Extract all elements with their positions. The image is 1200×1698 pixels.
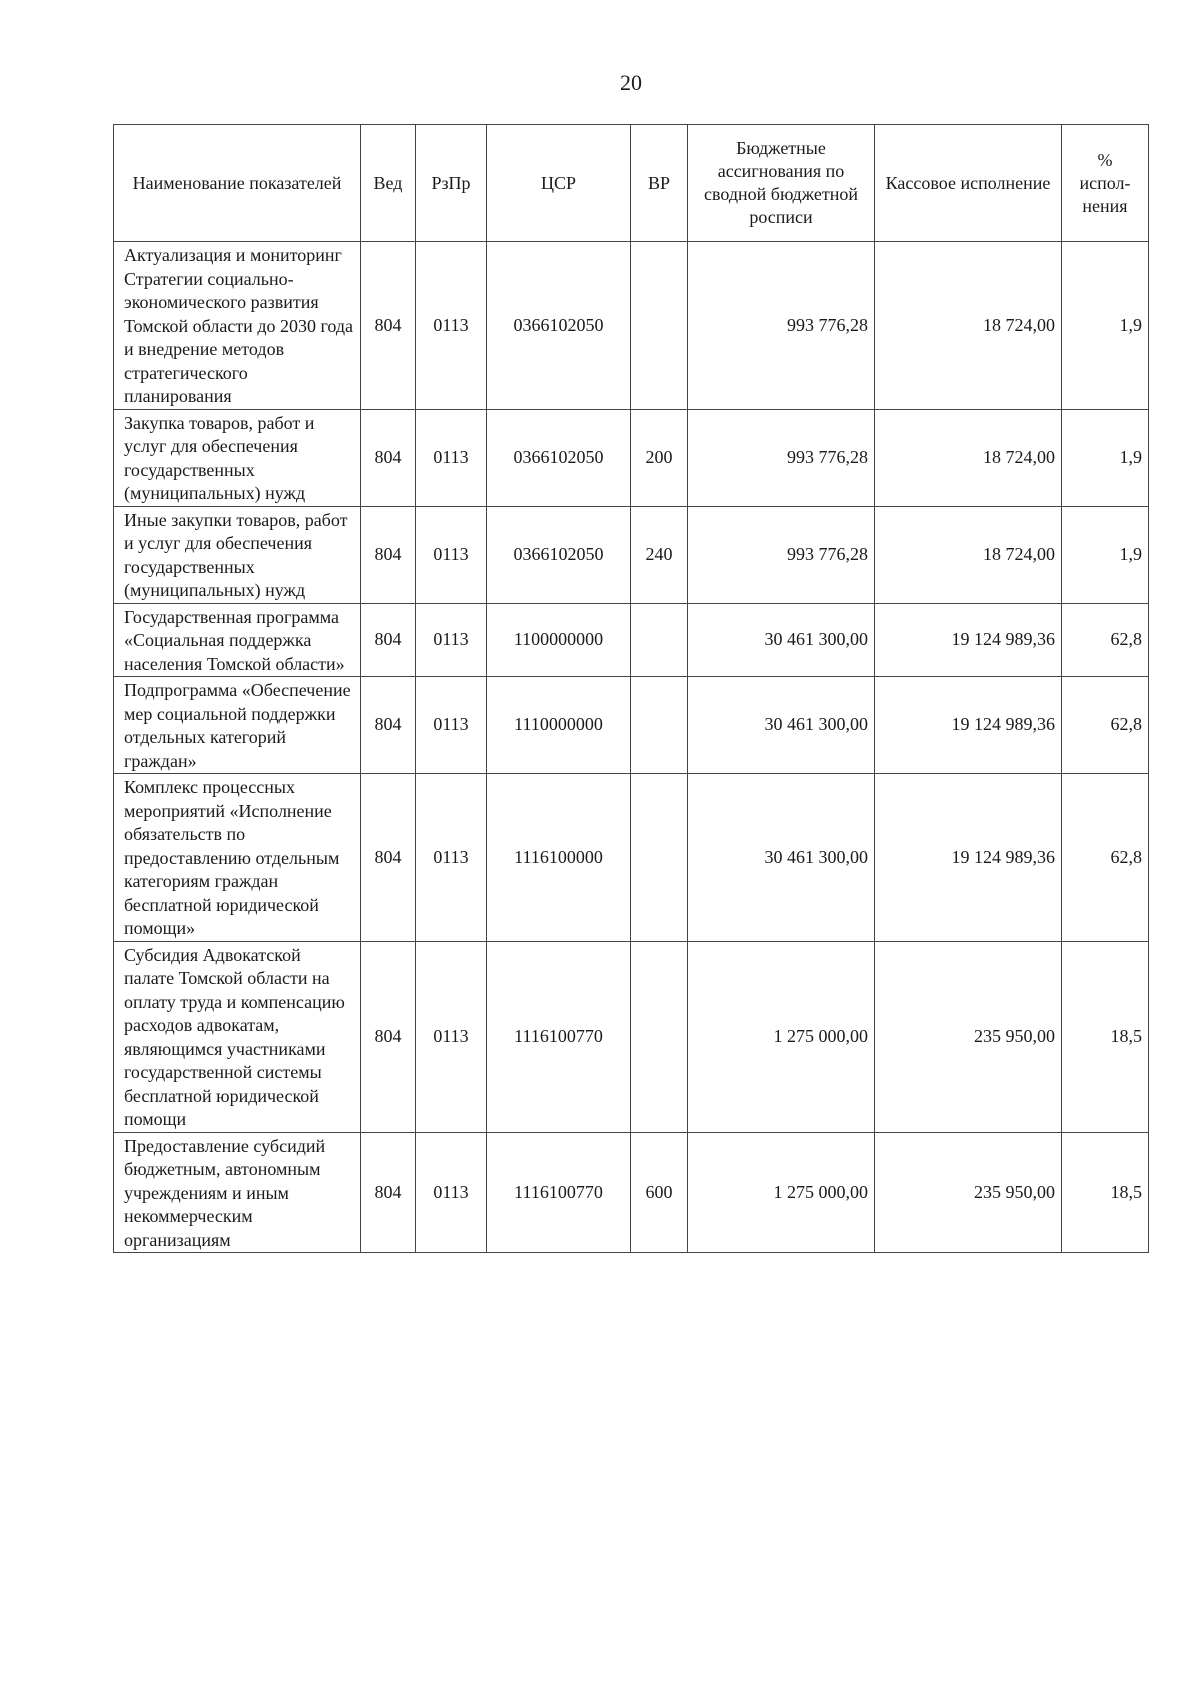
cell-vr (631, 603, 688, 677)
cell-name: Закупка товаров, работ и услуг для обеспечения государственных (муниципальных) нужд (114, 409, 361, 506)
table-row (114, 677, 1149, 774)
cell-csr: 1110000000 (487, 677, 631, 774)
cell-csr: 1100000000 (487, 603, 631, 677)
cell-percent: 1,9 (1062, 506, 1149, 603)
cell-rzpr: 0113 (416, 941, 487, 1132)
cell-cash-execution: 19 124 989,36 (875, 774, 1062, 942)
cell-vr (631, 677, 688, 774)
header-ved: Вед (361, 125, 416, 242)
header-percent-execution (1062, 125, 1149, 242)
table-row (114, 506, 1149, 603)
header-rzpr: РзПр (416, 125, 487, 242)
header-name: Наименование показателей (114, 125, 361, 242)
header-assignments: Бюджетные ассигнования по сводной бюджетной росписи (688, 125, 875, 242)
cell-percent: 62,8 (1062, 677, 1149, 774)
table-body (114, 242, 1149, 1253)
cell-vr: 240 (631, 506, 688, 603)
cell-rzpr: 0113 (416, 603, 487, 677)
cell-name: Подпрограмма «Обеспечение мер социальной поддержки отдельных категорий граждан» (114, 677, 361, 774)
cell-percent: 62,8 (1062, 603, 1149, 677)
cell-cash-execution: 235 950,00 (875, 1132, 1062, 1253)
cell-name: Актуализация и мониторинг Стратегии социально-экономического развития Томской области до 2030 года и внедрение методов стратегического планирования (114, 242, 361, 410)
cell-cash-execution: 18 724,00 (875, 242, 1062, 410)
table-row (114, 409, 1149, 506)
cell-rzpr: 0113 (416, 774, 487, 942)
cell-ved: 804 (361, 242, 416, 410)
cell-cash-execution: 19 124 989,36 (875, 677, 1062, 774)
cell-ved: 804 (361, 409, 416, 506)
cell-vr (631, 242, 688, 410)
cell-vr: 200 (631, 409, 688, 506)
cell-ved: 804 (361, 603, 416, 677)
header-percent-line2: нения (1082, 195, 1128, 216)
cell-assignments: 993 776,28 (688, 506, 875, 603)
cell-percent: 18,5 (1062, 1132, 1149, 1253)
cell-csr: 1116100770 (487, 941, 631, 1132)
cell-ved: 804 (361, 774, 416, 942)
cell-rzpr: 0113 (416, 506, 487, 603)
header-percent-line1: испол- (1079, 172, 1131, 193)
cell-ved: 804 (361, 1132, 416, 1253)
header-csr: ЦСР (487, 125, 631, 242)
cell-csr: 0366102050 (487, 506, 631, 603)
cell-assignments: 30 461 300,00 (688, 774, 875, 942)
cell-ved: 804 (361, 677, 416, 774)
cell-assignments: 993 776,28 (688, 409, 875, 506)
cell-name: Предоставление субсидий бюджетным, автономным учреждениям и иным некоммерческим организациям (114, 1132, 361, 1253)
cell-vr (631, 941, 688, 1132)
cell-name: Субсидия Адвокатской палате Томской области на оплату труда и компенсацию расходов адвокатам, являющимся участниками государственной системы бесплатной юридической помощи (114, 941, 361, 1132)
cell-rzpr: 0113 (416, 409, 487, 506)
cell-assignments: 30 461 300,00 (688, 603, 875, 677)
cell-csr: 0366102050 (487, 409, 631, 506)
table-row (114, 242, 1149, 410)
cell-name: Комплекс процессных мероприятий «Исполнение обязательств по предоставлению отдельным категориям граждан бесплатной юридической помощи» (114, 774, 361, 942)
cell-vr: 600 (631, 1132, 688, 1253)
cell-percent: 62,8 (1062, 774, 1149, 942)
header-vr: ВР (631, 125, 688, 242)
header-percent-sign: % (1097, 149, 1113, 170)
page-number: 20 (620, 70, 642, 95)
cell-cash-execution: 235 950,00 (875, 941, 1062, 1132)
cell-assignments: 993 776,28 (688, 242, 875, 410)
cell-percent: 1,9 (1062, 242, 1149, 410)
budget-execution-table (113, 124, 1149, 1253)
table-row (114, 1132, 1149, 1253)
cell-cash-execution: 19 124 989,36 (875, 603, 1062, 677)
cell-rzpr: 0113 (416, 1132, 487, 1253)
cell-ved: 804 (361, 506, 416, 603)
cell-name: Иные закупки товаров, работ и услуг для обеспечения государственных (муниципальных) нужд (114, 506, 361, 603)
cell-percent: 1,9 (1062, 409, 1149, 506)
cell-cash-execution: 18 724,00 (875, 506, 1062, 603)
cell-assignments: 1 275 000,00 (688, 941, 875, 1132)
header-cash-execution: Кассовое исполнение (875, 125, 1062, 242)
cell-ved: 804 (361, 941, 416, 1132)
cell-assignments: 1 275 000,00 (688, 1132, 875, 1253)
table-row (114, 603, 1149, 677)
cell-csr: 1116100000 (487, 774, 631, 942)
cell-rzpr: 0113 (416, 677, 487, 774)
table-row (114, 774, 1149, 942)
cell-csr: 0366102050 (487, 242, 631, 410)
cell-cash-execution: 18 724,00 (875, 409, 1062, 506)
table-row (114, 941, 1149, 1132)
cell-percent: 18,5 (1062, 941, 1149, 1132)
cell-assignments: 30 461 300,00 (688, 677, 875, 774)
table-header-row (114, 125, 1149, 242)
cell-name: Государственная программа «Социальная поддержка населения Томской области» (114, 603, 361, 677)
cell-rzpr: 0113 (416, 242, 487, 410)
cell-vr (631, 774, 688, 942)
cell-csr: 1116100770 (487, 1132, 631, 1253)
